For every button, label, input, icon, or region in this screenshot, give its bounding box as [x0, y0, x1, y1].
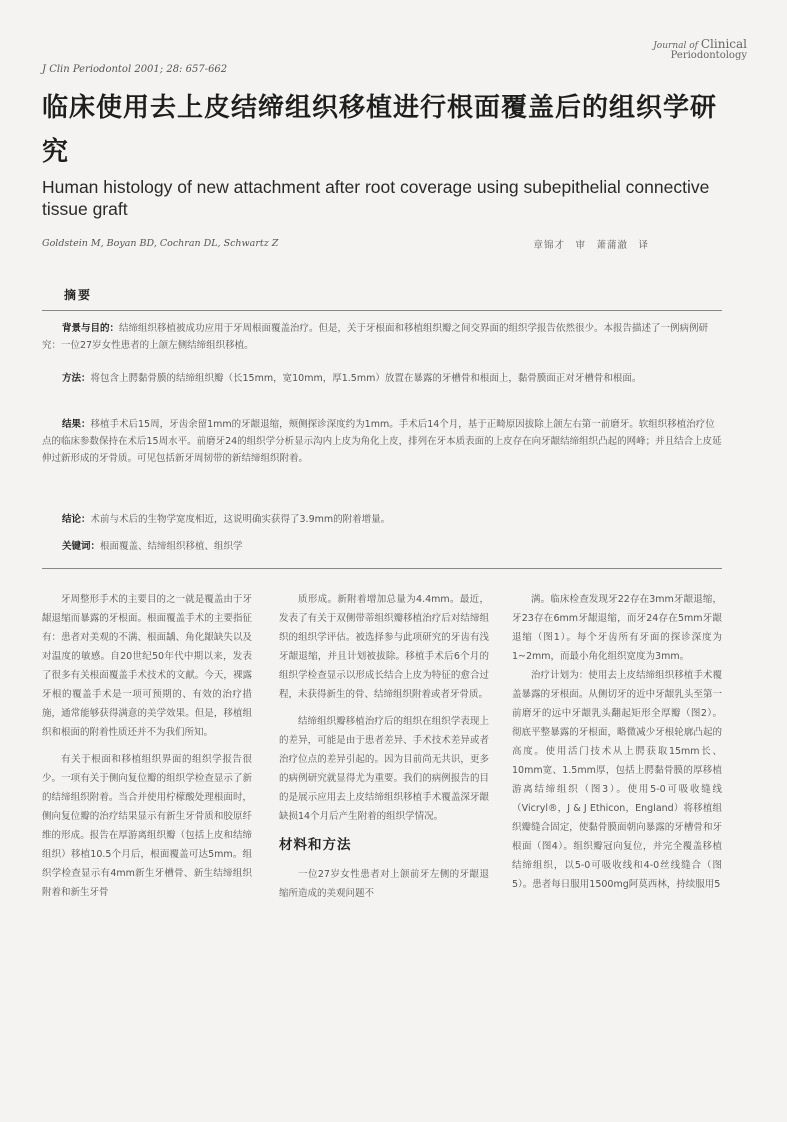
abstract-background-text: 结缔组织移植被成功应用于牙周根面覆盖治疗。但是，关于牙根面和移植组织瓣之间交界面的组织学报告依然很少。本报告描述了一例病例研究：一位27岁女性患者的上颌左侧结缔组织移植。: [42, 323, 709, 351]
abstract-results: [42, 416, 722, 467]
body-paragraph: 有关于根面和移植组织界面的组织学报告很少。一项有关于侧向复位瓣的组织学检查显示了新的结缔组织附着。当合并使用柠檬酸处理根面时，侧向复位瓣的治疗结果显示有新生牙骨质和胶原纤维的形成。报告在厚游离组织瓣（包括上皮和结缔组织）移植10.5个月后，根面覆盖可达5mm。组织学检查显示有4mm新生牙槽骨、新生结缔组织附着和新生牙骨: [42, 754, 252, 898]
body-paragraph: 结缔组织瓣移植治疗后的组织在组织学表现上的差异，可能是由于患者差异、手术技术差异或者治疗位点的差异引起的。因为目前尚无共识，更多的病例研究就显得尤为重要。我们的病例报告的目的是展示应用去上皮结缔组织移植手术覆盖深牙龈缺损14个月后产生附着的组织学情况。: [279, 716, 489, 822]
body-paragraph: 质形成。新附着增加总量为4.4mm。最近，发表了有关于双侧带蒂组织瓣移植治疗后对结缔组织的组织学评估。被选择参与此项研究的牙齿有浅牙龈退缩，并且计划被拔除。移植手术后6个月的组织学检查显示以形成长结合上皮为特征的愈合过程，未获得新生的骨、结缔组织附着或者牙骨质。: [279, 594, 489, 700]
abstract-bottom-divider: [42, 568, 722, 569]
abstract-keywords: [42, 538, 722, 555]
abstract-methods: [42, 370, 722, 387]
journal-logo-prefix: Journal of: [653, 41, 698, 51]
section-heading-methods: 材料和方法: [279, 837, 352, 853]
abstract-keywords-label: 关键词：: [62, 541, 101, 552]
abstract-heading: 摘要: [64, 288, 93, 302]
abstract-conclusion-text: 术前与术后的生物学宽度相近，这说明确实获得了3.9mm的附着增量。: [90, 514, 391, 525]
abstract-background: [42, 320, 722, 354]
abstract-conclusion: [42, 511, 722, 528]
abstract-divider: [42, 310, 722, 311]
abstract-background-label: 背景与目的：: [62, 323, 120, 334]
body-column-3: [512, 590, 722, 894]
body-paragraph: 一位27岁女性患者对上颌前牙左侧的牙龈退缩所造成的美观问题不: [279, 869, 489, 899]
title-english: Human histology of new attachment after root coverage using subepithelial connective tissue graft: [42, 177, 710, 219]
abstract-methods-label: 方法：: [62, 373, 91, 384]
abstract-methods-text: 将包含上腭黏骨膜的结缔组织瓣（长15mm，宽10mm，厚1.5mm）放置在暴露的牙槽骨和根面上，黏骨膜面正对牙槽骨和根面。: [90, 373, 642, 384]
journal-logo-line2: Periodontology: [670, 50, 747, 62]
journal-logo: [653, 38, 747, 62]
journal-logo-main: Clinical: [700, 37, 747, 51]
abstract-keywords-text: 根面覆盖、结缔组织移植、组织学: [100, 541, 243, 552]
authors: Goldstein M, Boyan BD, Cochran DL, Schwartz Z: [42, 238, 279, 249]
body-paragraph: 牙周整形手术的主要目的之一就是覆盖由于牙龈退缩而暴露的牙根面。根面覆盖手术的主要指征有：患者对美观的不满、根面龋、角化龈缺失以及对温度的敏感。自20世纪50年代中期以来，发表了很多有关根面覆盖手术技术的文献。今天，裸露牙根的覆盖手术是一项可预期的、有效的治疗措施，通常能够获得满意的美学效果。但是，移植组织和根面的附着性质还并不为我们所知。: [42, 594, 252, 738]
translator-credit: 章锦才 审 萧蒲澈 译: [533, 240, 649, 251]
body-column-2: [279, 590, 489, 903]
abstract: [42, 286, 722, 552]
abstract-conclusion-label: 结论：: [62, 514, 91, 525]
body-paragraph: 满。临床检查发现牙22存在3mm牙龈退缩，牙23存在6mm牙龈退缩，而牙24存在5mm牙龈退缩（图1）。每个牙齿所有牙面的探诊深度为1~2mm，而最小角化组织宽度为3mm。: [512, 594, 722, 662]
journal-citation: J Clin Periodontol 2001; 28: 657-662: [42, 64, 228, 75]
abstract-results-text: 移植手术后15周，牙齿余留1mm的牙龈退缩，颊侧探诊深度约为1mm。手术后14个月，基于正畸原因拔除上颌左右第一前磨牙。软组织移植治疗位点的临床参数保持在术后15周水平。前磨牙24的组织学分析显示沟内上皮为角化上皮，排列在牙本质表面的上皮存在向牙龈结缔组织凸起的网峰；并且结合上皮延伸过新形成的牙骨质。可见包括新牙周韧带的新结缔组织附着。: [42, 419, 722, 464]
body-paragraph: 治疗计划为：使用去上皮结缔组织移植手术覆盖暴露的牙根面。从侧切牙的近中牙龈乳头至第一前磨牙的远中牙龈乳头翻起矩形全厚瓣（图2）。彻底平整暴露的牙根面，略微减少牙根轮廓凸起的高度。使用活门技术从上腭获取15mm长、10mm宽、1.5mm厚，包括上腭黏骨膜的厚移植游离结缔组织（图3）。使用5-0可吸收缝线（Vicryl®，J & J Ethicon，England）将移植组织瓣缝合固定，使黏骨膜面朝向暴露的牙槽骨和牙根面（图4）。组织瓣冠向复位，并完全覆盖移植结缔组织，以5-0可吸收线和4-0丝线缝合（图5）。患者每日服用1500mg阿莫西林，持续服用5: [512, 670, 722, 890]
title-chinese: 临床使用去上皮结缔组织移植进行根面覆盖后的组织学研究: [42, 93, 718, 167]
body-column-1: [42, 590, 252, 902]
abstract-results-label: 结果：: [62, 419, 91, 430]
